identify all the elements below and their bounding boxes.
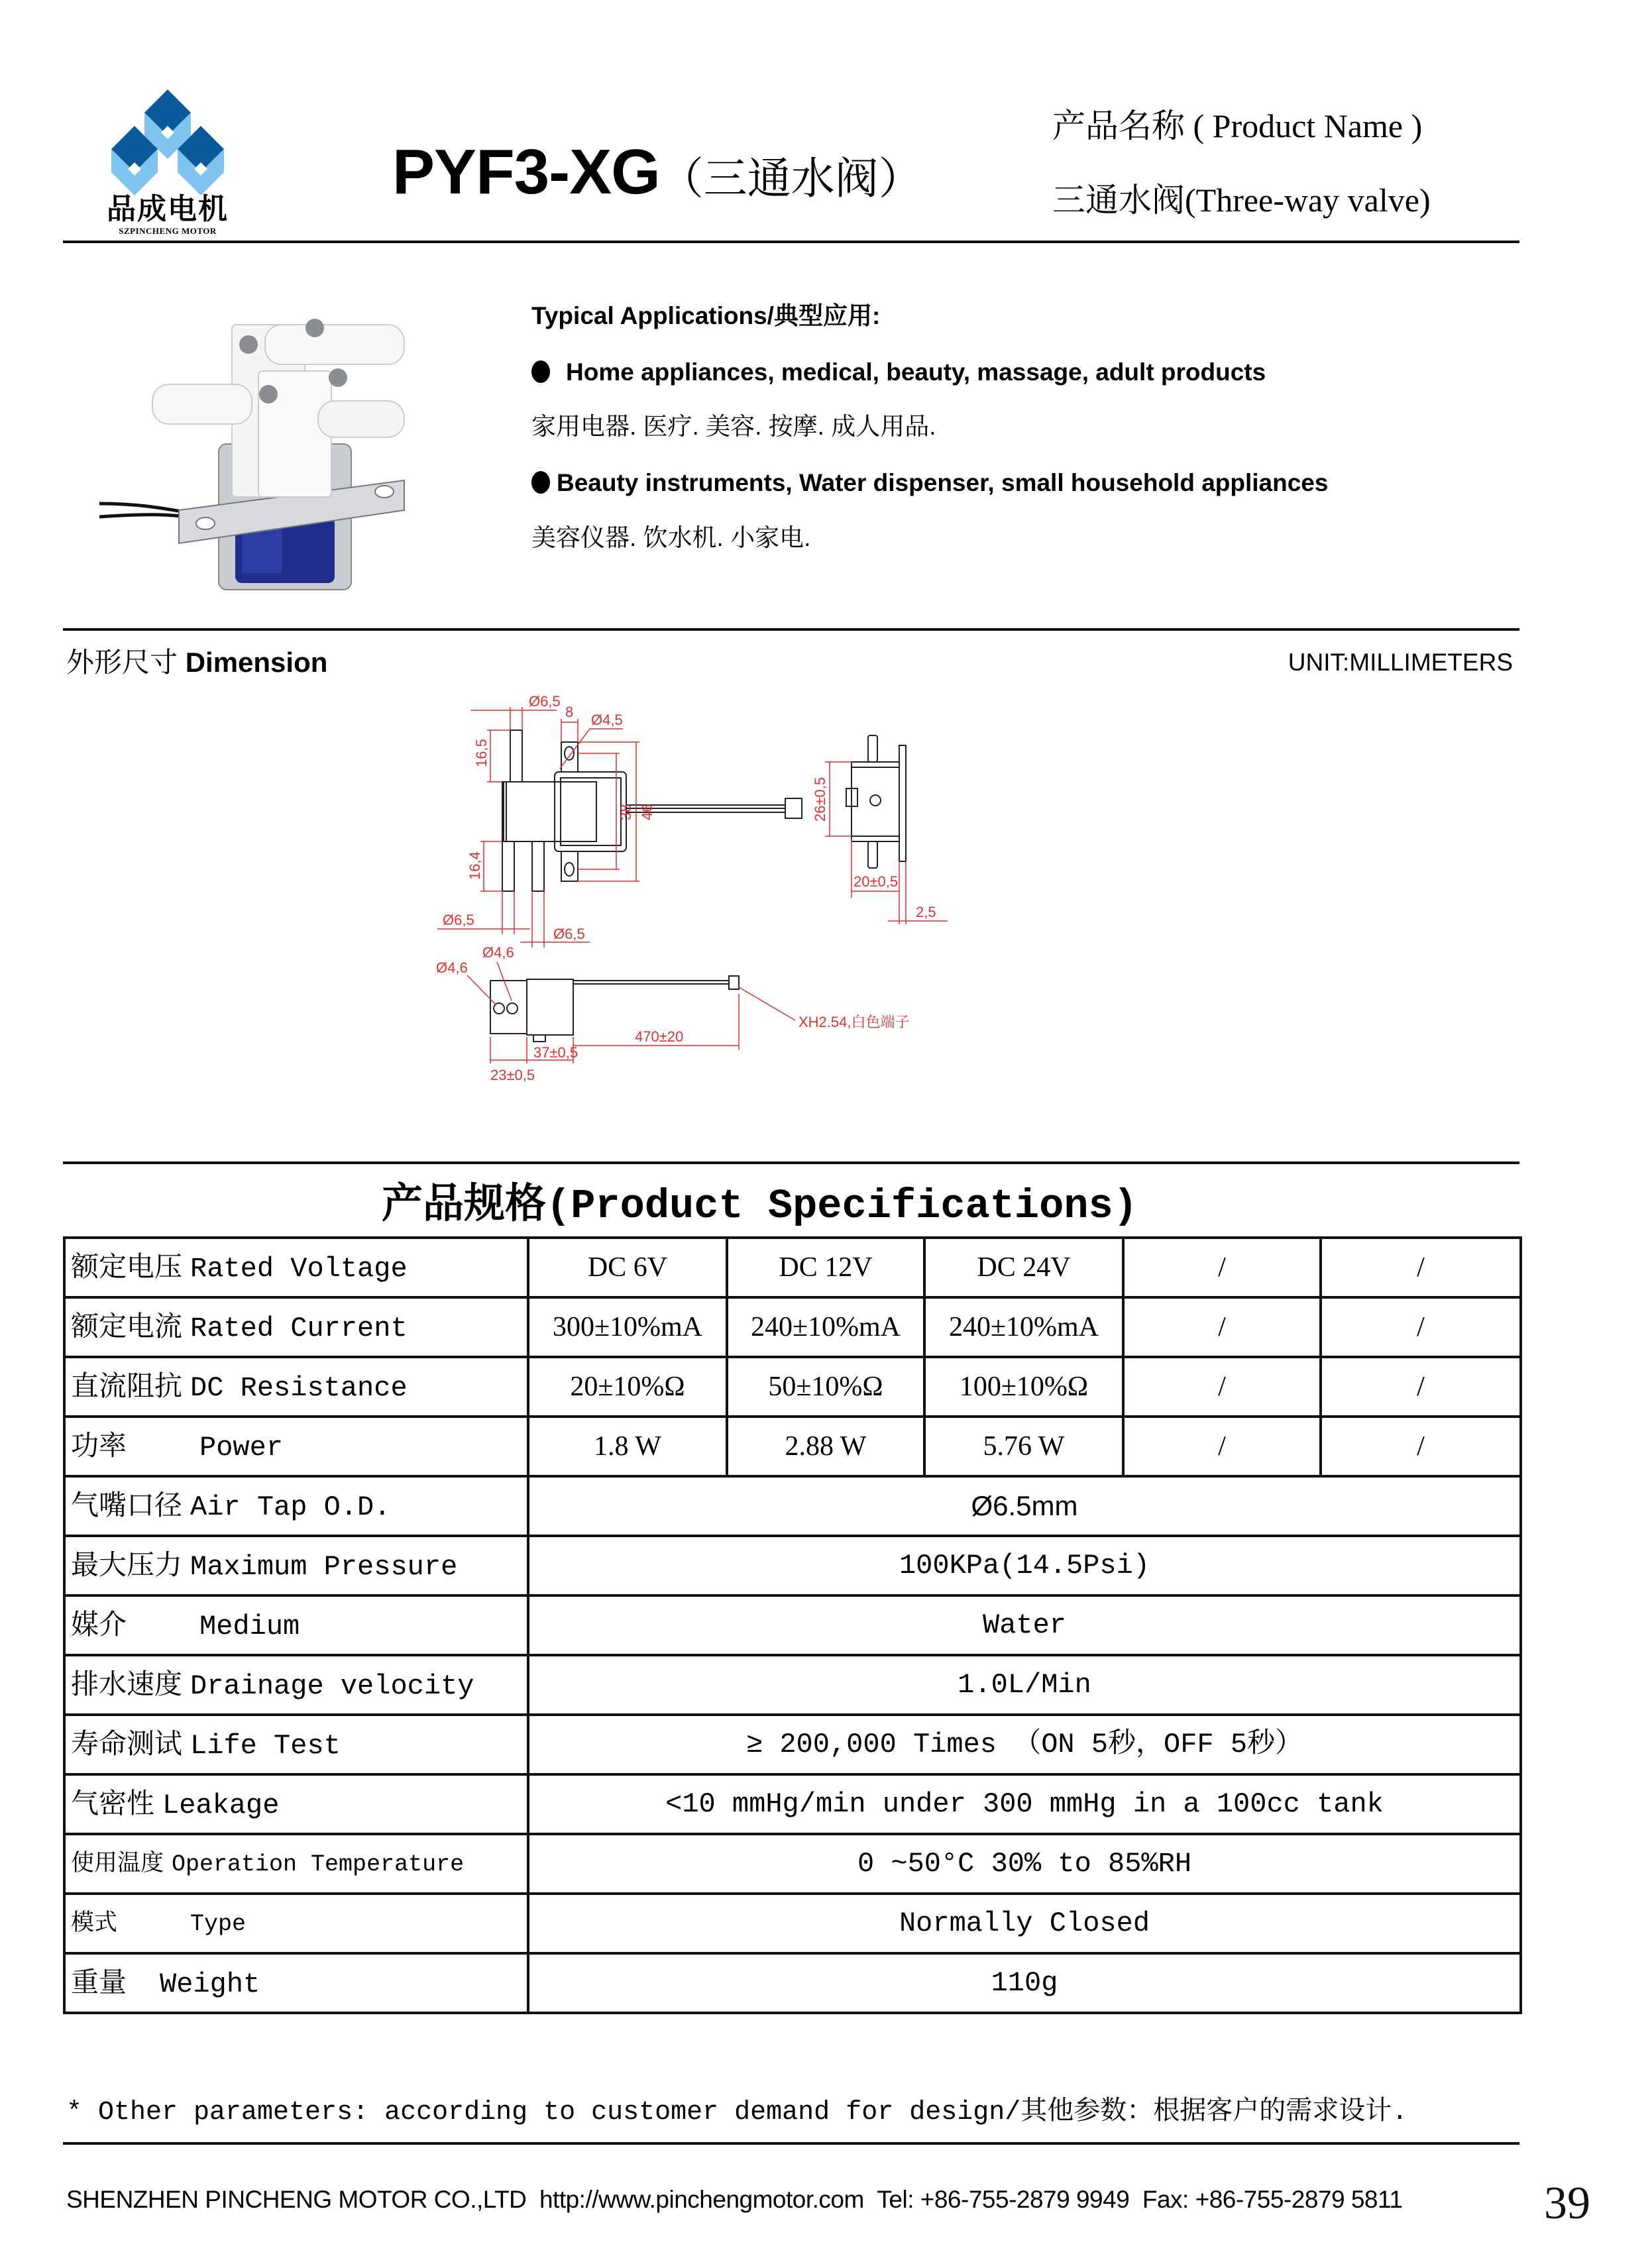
dim-label: Ø6,5 [553, 926, 585, 942]
spec-label-cn: 气嘴口径 [71, 1488, 183, 1521]
specifications-table [63, 1236, 1522, 2014]
fax: Fax: +86-755-2879 5811 [1142, 2186, 1403, 2213]
spec-label-cn: 模式 [71, 1910, 118, 1936]
spec-label-cn: 直流阻抗 [71, 1369, 183, 1402]
spec-label-cn: 气密性 [71, 1786, 155, 1819]
spec-row [64, 1297, 1521, 1357]
dim-label: 470±20 [635, 1028, 684, 1045]
spec-label-cn: 排水速度 [71, 1667, 183, 1700]
spec-label [64, 1536, 528, 1595]
top-view [490, 976, 739, 1042]
footnote: * Other parameters: according to customer demand for design/其他参数：根据客户的需求设计. [66, 2098, 1408, 2128]
spec-row [64, 1774, 1521, 1834]
bullet-icon [531, 471, 550, 494]
dimension-divider [63, 1161, 1519, 1164]
spec-value: 300±10%mA [528, 1297, 727, 1357]
spec-label [64, 1238, 528, 1297]
product-name-label: 产品名称 ( Product Name ) [1052, 107, 1423, 144]
spec-value: / [1321, 1297, 1521, 1357]
dim-label: 20±0,5 [854, 873, 899, 890]
spec-value: 1.0L/Min [528, 1655, 1521, 1715]
spec-label-cn: 寿命测试 [71, 1727, 183, 1760]
product-photo [93, 298, 411, 603]
spec-row [64, 1953, 1521, 2013]
spec-label-cn: 最大压力 [71, 1548, 183, 1581]
spec-label [64, 1595, 528, 1655]
spec-row [64, 1357, 1521, 1417]
spec-row [64, 1238, 1521, 1297]
dim-label: 38 [618, 804, 634, 820]
dimension-unit: UNIT:MILLIMETERS [1288, 649, 1513, 676]
applications-title: Typical Applications/典型应用: [531, 302, 881, 329]
spec-label-en: Maximum Pressure [190, 1550, 458, 1583]
application-item-2-cn: 美容仪器. 饮水机. 小家电. [531, 524, 811, 551]
spec-row [64, 1655, 1521, 1715]
spec-value: / [1321, 1238, 1521, 1297]
dim-label: Ø4,6 [436, 959, 468, 976]
spec-value: 240±10%mA [727, 1297, 924, 1357]
spec-label [64, 1953, 528, 2013]
application-item-1-cn: 家用电器. 医疗. 美容. 按摩. 成人用品. [531, 413, 936, 440]
spec-row [64, 1417, 1521, 1476]
spec-value: / [1321, 1357, 1521, 1417]
spec-value: DC 24V [924, 1238, 1123, 1297]
spec-value: 2.88 W [727, 1417, 924, 1476]
spec-row [64, 1595, 1521, 1655]
spec-label [64, 1894, 528, 1953]
spec-label-cn: 额定电流 [71, 1309, 183, 1342]
application-item-1-en: Home appliances, medical, beauty, massage, adult products [566, 358, 1266, 386]
spec-row [64, 1894, 1521, 1953]
bullet-icon [531, 360, 550, 383]
model-title [392, 136, 922, 215]
spec-label [64, 1655, 528, 1715]
spec-value: Water [528, 1595, 1521, 1655]
spec-value: DC 12V [727, 1238, 924, 1297]
spec-value: 100±10%Ω [924, 1357, 1123, 1417]
spec-value: 1.8 W [528, 1417, 727, 1476]
spec-label [64, 1715, 528, 1774]
dim-label: 16,4 [467, 851, 483, 880]
spec-row [64, 1476, 1521, 1536]
model-number: PYF3-XG [392, 136, 660, 207]
spec-value: 50±10%Ω [727, 1357, 924, 1417]
spec-value: 20±10%Ω [528, 1357, 727, 1417]
spec-label-cn: 媒介 [71, 1607, 127, 1641]
spec-label-cn: 功率 [71, 1429, 127, 1462]
footer [66, 2185, 1402, 2214]
spec-label [64, 1774, 528, 1834]
dim-label: 26±0,5 [812, 777, 828, 822]
application-item-2-en: Beauty instruments, Water dispenser, small household appliances [557, 469, 1329, 496]
spec-value: DC 6V [528, 1238, 727, 1297]
spec-label-en: Drainage velocity [190, 1670, 474, 1702]
dim-label: 23±0,5 [490, 1067, 535, 1083]
spec-value: 110g [528, 1953, 1521, 2013]
spec-label [64, 1476, 528, 1536]
spec-label-en: Type [190, 1911, 247, 1937]
dim-label: 37±0,5 [533, 1044, 578, 1061]
application-item-2 [531, 468, 1328, 498]
dim-label: 16,5 [473, 739, 490, 767]
dimension-title [66, 646, 327, 679]
dimension-title-en: Dimension [185, 647, 328, 678]
header-divider [63, 241, 1519, 243]
spec-value: / [1123, 1238, 1321, 1297]
spec-label-en: Weight [160, 1968, 260, 2000]
application-item-1 [531, 358, 1266, 387]
connector-label: XH2.54,白色端子 [798, 1014, 910, 1030]
spec-label [64, 1417, 528, 1476]
dim-label: Ø4,6 [482, 944, 514, 961]
spec-value: Normally Closed [528, 1894, 1521, 1953]
dim-label: 8 [565, 704, 574, 720]
dim-label: 2,5 [916, 904, 936, 920]
spec-label [64, 1834, 528, 1894]
spec-label-en: Air Tap O.D. [190, 1491, 391, 1523]
spec-value: 5.76 W [924, 1417, 1123, 1476]
company-name: SHENZHEN PINCHENG MOTOR CO.,LTD [66, 2186, 527, 2213]
spec-value: ≥ 200,000 Times （ON 5秒，OFF 5秒） [528, 1715, 1521, 1774]
spec-row [64, 1715, 1521, 1774]
spec-value: Ø6.5mm [528, 1476, 1521, 1536]
website-link[interactable]: http://www.pinchengmotor.com [539, 2186, 864, 2213]
spec-label [64, 1297, 528, 1357]
spec-label-en: Rated Current [190, 1312, 408, 1344]
spec-label-cn: 重量 [71, 1965, 127, 1998]
spec-value: / [1321, 1417, 1521, 1476]
company-logo [98, 89, 237, 195]
spec-value: / [1123, 1297, 1321, 1357]
dimension-drawing [424, 689, 1286, 1153]
spec-label-en: Power [199, 1431, 284, 1464]
spec-value: / [1123, 1357, 1321, 1417]
spec-value: 0 ~50°C 30% to 85%RH [528, 1834, 1521, 1894]
spec-label-en: Leakage [162, 1789, 280, 1821]
specifications-title [0, 1183, 1652, 1230]
spec-value: / [1123, 1417, 1321, 1476]
model-chinese-name: （三通水阀） [659, 153, 922, 204]
dim-label: Ø6,5 [443, 912, 474, 928]
spec-label-cn: 使用温度 [71, 1850, 164, 1876]
product-name-value: 三通水阀(Three-way valve) [1052, 182, 1431, 219]
applications-divider [63, 628, 1519, 631]
footer-divider [63, 2142, 1519, 2145]
telephone: Tel: +86-755-2879 9949 [877, 2186, 1130, 2213]
logo-chinese-name: 品成电机 [107, 193, 229, 225]
spec-row [64, 1834, 1521, 1894]
page-number: 39 [1544, 2178, 1590, 2229]
spec-label-en: Medium [199, 1610, 300, 1643]
side-view [846, 735, 906, 868]
spec-label-en: Rated Voltage [190, 1252, 408, 1285]
spec-label-en: DC Resistance [190, 1372, 408, 1404]
spec-value: <10 mmHg/min under 300 mmHg in a 100cc tank [528, 1774, 1521, 1834]
spec-label [64, 1357, 528, 1417]
dim-label: Ø4,5 [591, 712, 623, 728]
spec-row [64, 1536, 1521, 1595]
spec-label-en: Life Test [190, 1729, 341, 1762]
specifications-title-text: 产品规格(Product Specifications) [382, 1183, 1138, 1230]
spec-value: 100KPa(14.5Psi) [528, 1536, 1521, 1595]
dimension-title-cn: 外形尺寸 [66, 647, 178, 678]
spec-label-cn: 额定电压 [71, 1250, 183, 1283]
dim-label: Ø6,5 [529, 693, 561, 710]
spec-label-en: Operation Temperature [172, 1851, 465, 1878]
logo-english-name: SZPINCHENG MOTOR [119, 226, 217, 236]
dim-label: 46 [639, 804, 655, 820]
spec-value: 240±10%mA [924, 1297, 1123, 1357]
